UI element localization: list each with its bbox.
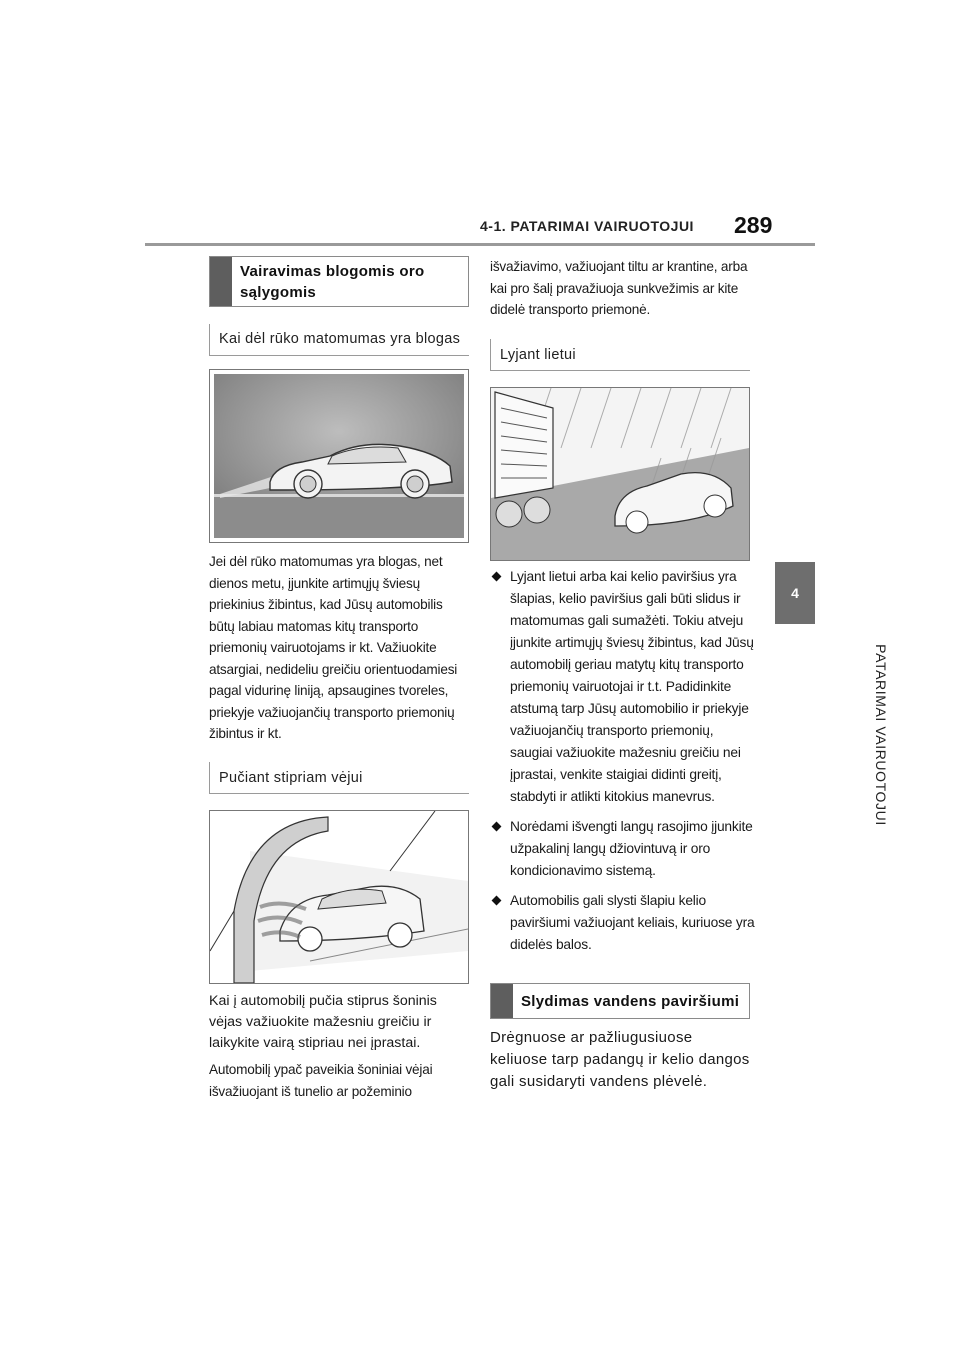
rain-bullet-2: Norėdami išvengti langų rasojimo įjunkite užpakalinį langų džiovintuvą ir oro kondicionavimo sistemą. [510, 819, 753, 878]
subheading-rain [490, 339, 750, 371]
subheading-fog-text: Kai dėl rūko matomumas yra blogas [219, 331, 461, 347]
rain-car-image [491, 388, 749, 560]
rain-illustration [490, 387, 750, 561]
list-item [490, 816, 755, 882]
list-item [490, 566, 755, 808]
subheading-rule [210, 355, 469, 356]
section-box-title: Vairavimas blogomis oro sąlygomis [240, 263, 425, 301]
section-box-bar [210, 257, 232, 306]
list-item [490, 890, 755, 956]
subheading-rule [491, 370, 750, 371]
wind-paragraph-continued: išvažiavimo, važiuojant tiltu ar krantine, arba kai pro šalį pravažiuoja sunkvežimis ar kite didelė transporto priemonė. [490, 259, 748, 317]
fog-illustration [209, 369, 469, 543]
section-box-bad-weather [209, 256, 469, 307]
subheading-wind-text: Pučiant stipriam vėjui [219, 770, 363, 786]
wind-paragraph-1: Kai į automobilį pučia stiprus šoninis vėjas važiuokite mažesniu greičiu ir laikykite vairą stipriau nei įprastai. [209, 993, 437, 1051]
section-box-title: Slydimas vandens paviršiumi [521, 993, 740, 1010]
section-box-bar [491, 984, 513, 1018]
subheading-rain-text: Lyjant lietui [500, 347, 576, 363]
chapter-number: 4 [791, 585, 799, 601]
wind-paragraph-2: Automobilį ypač paveikia šoniniai vėjai išvažiuojant iš tunelio ar požeminio [209, 1062, 433, 1099]
subheading-wind [209, 762, 469, 794]
bullet-icon [492, 896, 502, 906]
subheading-rule [210, 793, 469, 794]
hydroplaning-paragraph: Drėgnuose ar pažliugusiuose keliuose tarp padangų ir kelio dangos gali susidaryti vandens plėvelė. [490, 1029, 750, 1090]
bullet-icon [492, 822, 502, 832]
section-box-hydroplaning [490, 983, 750, 1019]
rain-bullet-1: Lyjant lietui arba kai kelio paviršius yra šlapias, kelio paviršius gali būti slidus ir matomumas gali sumažėti. Tokiu atveju įjunkite artimųjų šviesų žibintus, kad Jūsų automobilį geriau matytų kitų transporto priemonių vairuotojai ir t.t. Padidinkite atstumą tarp Jūsų automobilio ir priekyje važiuojančių transporto priemonių, saugiai važiuokite mažesniu greičiu nei įprastai, venkite staigiai didinti greitį, stabdyti ir atlikti kitokius manevrus. [510, 569, 754, 804]
rain-bullet-3: Automobilis gali slysti šlapiu kelio paviršiumi važiuojant keliais, kuriuose yra didelės balos. [510, 893, 755, 952]
chapter-tab [775, 562, 815, 624]
header-rule [145, 243, 815, 246]
fog-paragraph: Jei dėl rūko matomumas yra blogas, net dienos metu, įjunkite artimųjų šviesų priekinius žibintus, kad Jūsų automobilis būtų labiau matomas kitų transporto priemonių vairuotojams ir kt. Važiuokite atsargiai, nedideliu greičiu orientuodamiesi pagal vidurinę liniją, apsaugines tvoreles, priekyje važiuojančių transporto priemonių žibintus ir kt. [209, 554, 458, 741]
page-number: 289 [734, 212, 773, 238]
bullet-icon [492, 572, 502, 582]
tunnel-car-image [210, 811, 468, 983]
fog-car-image [210, 370, 468, 542]
wind-illustration [209, 810, 469, 984]
header-section-title: 4-1. PATARIMAI VAIRUOTOJUI [480, 218, 694, 234]
subheading-fog [209, 324, 469, 356]
rain-bullet-list [490, 566, 755, 964]
chapter-side-label [776, 640, 889, 830]
chapter-title: PATARIMAI VAIRUOTOJUI [873, 644, 889, 826]
